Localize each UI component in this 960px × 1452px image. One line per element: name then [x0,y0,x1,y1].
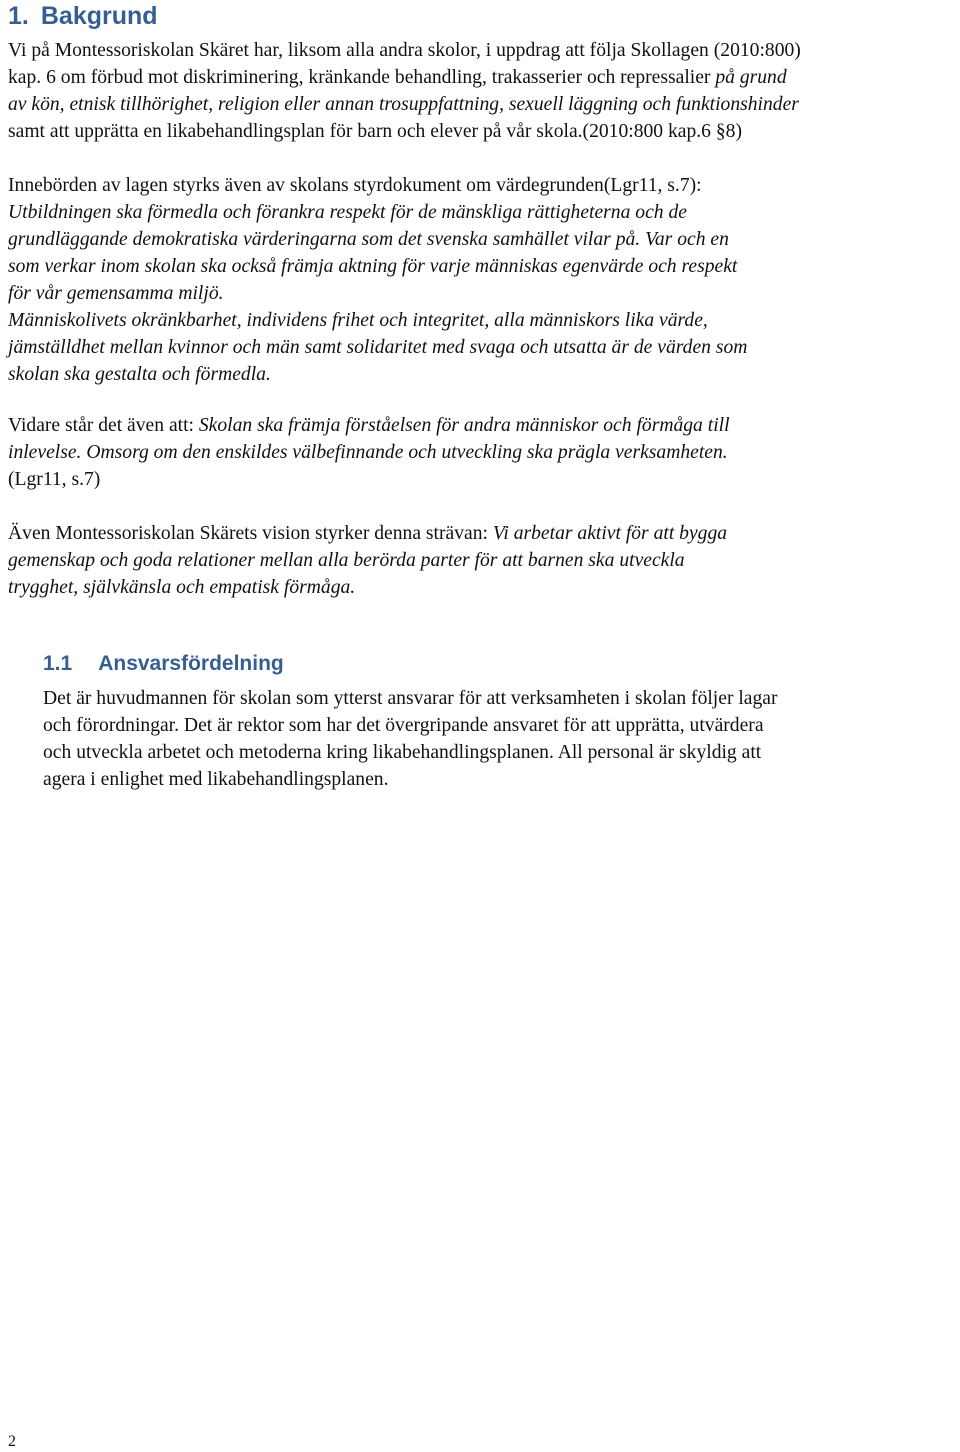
text-line: agera i enlighet med likabehandlingsplanen. [43,769,389,790]
section-title: Bakgrund [40,2,158,30]
paragraph-ansvar [43,685,953,793]
text-line: kap. 6 om förbud mot diskriminering, kränkande behandling, trakasserier och repressalier på grund [8,67,787,88]
section-heading-ansvarsfordelning [43,650,284,678]
page-number: 2 [8,1433,16,1450]
quote-line: som verkar inom skolan ska också främja aktning för varje människas egenvärde och respekt [8,256,738,277]
section-number: 1. [8,2,29,30]
quote-line: Människolivets okränkbarhet, individens frihet och integritet, alla människors lika värde, [8,310,708,331]
text-line: samt att upprätta en likabehandlingsplan för barn och elever på vår skola.(2010:800 kap.6 §8) [8,121,742,142]
quote-line: Utbildningen ska förmedla och förankra respekt för de mänskliga rättigheterna och de [8,202,687,223]
quote-line: trygghet, självkänsla och empatisk förmåga. [8,577,356,598]
quote-line: jämställdhet mellan kvinnor och män samt solidaritet med svaga och utsatta är de värden som [8,337,748,358]
text-line: och förordningar. Det är rektor som har det övergripande ansvaret för att upprätta, utvärdera [43,715,764,736]
paragraph-vidare [8,412,958,493]
text-line: Även Montessoriskolan Skärets vision styrker denna strävan: Vi arbetar aktivt för att bygga [8,523,728,544]
text-line: inlevelse. Omsorg om den enskildes välbefinnande och utveckling ska prägla verksamheten. [8,442,728,463]
quote-line: grundläggande demokratiska värderingarna som det svenska samhället vilar på. Var och en [8,229,729,250]
text-line: Det är huvudmannen för skolan som ytterst ansvarar för att verksamheten i skolan följer lagar [43,688,778,709]
paragraph-vision [8,520,958,601]
reference: (Lgr11, s.7) [8,469,101,490]
quote-line: gemenskap och goda relationer mellan alla berörda parter för att barnen ska utveckla [8,550,685,571]
text-line: av kön, etnisk tillhörighet, religion eller annan trosuppfattning, sexuell läggning och funktionshinder [8,94,799,115]
section-number: 1.1 [43,652,73,675]
paragraph-vardegrund [8,172,958,388]
section-heading-bakgrund [8,0,158,32]
text-line: och utveckla arbetet och metoderna kring likabehandlingsplanen. All personal är skyldig att [43,742,762,763]
text-line: Vidare står det även att: Skolan ska främja förståelsen för andra människor och förmåga till [8,415,730,436]
text-line: Vi på Montessoriskolan Skäret har, liksom alla andra skolor, i uppdrag att följa Skollagen (2010:800) [8,40,801,61]
quote-line: för vår gemensamma miljö. [8,283,224,304]
text-line: Innebörden av lagen styrks även av skolans styrdokument om värdegrunden(Lgr11, s.7): [8,175,702,196]
paragraph-skollagen [8,37,958,145]
section-title: Ansvarsfördelning [98,652,284,675]
quote-line: skolan ska gestalta och förmedla. [8,364,271,385]
